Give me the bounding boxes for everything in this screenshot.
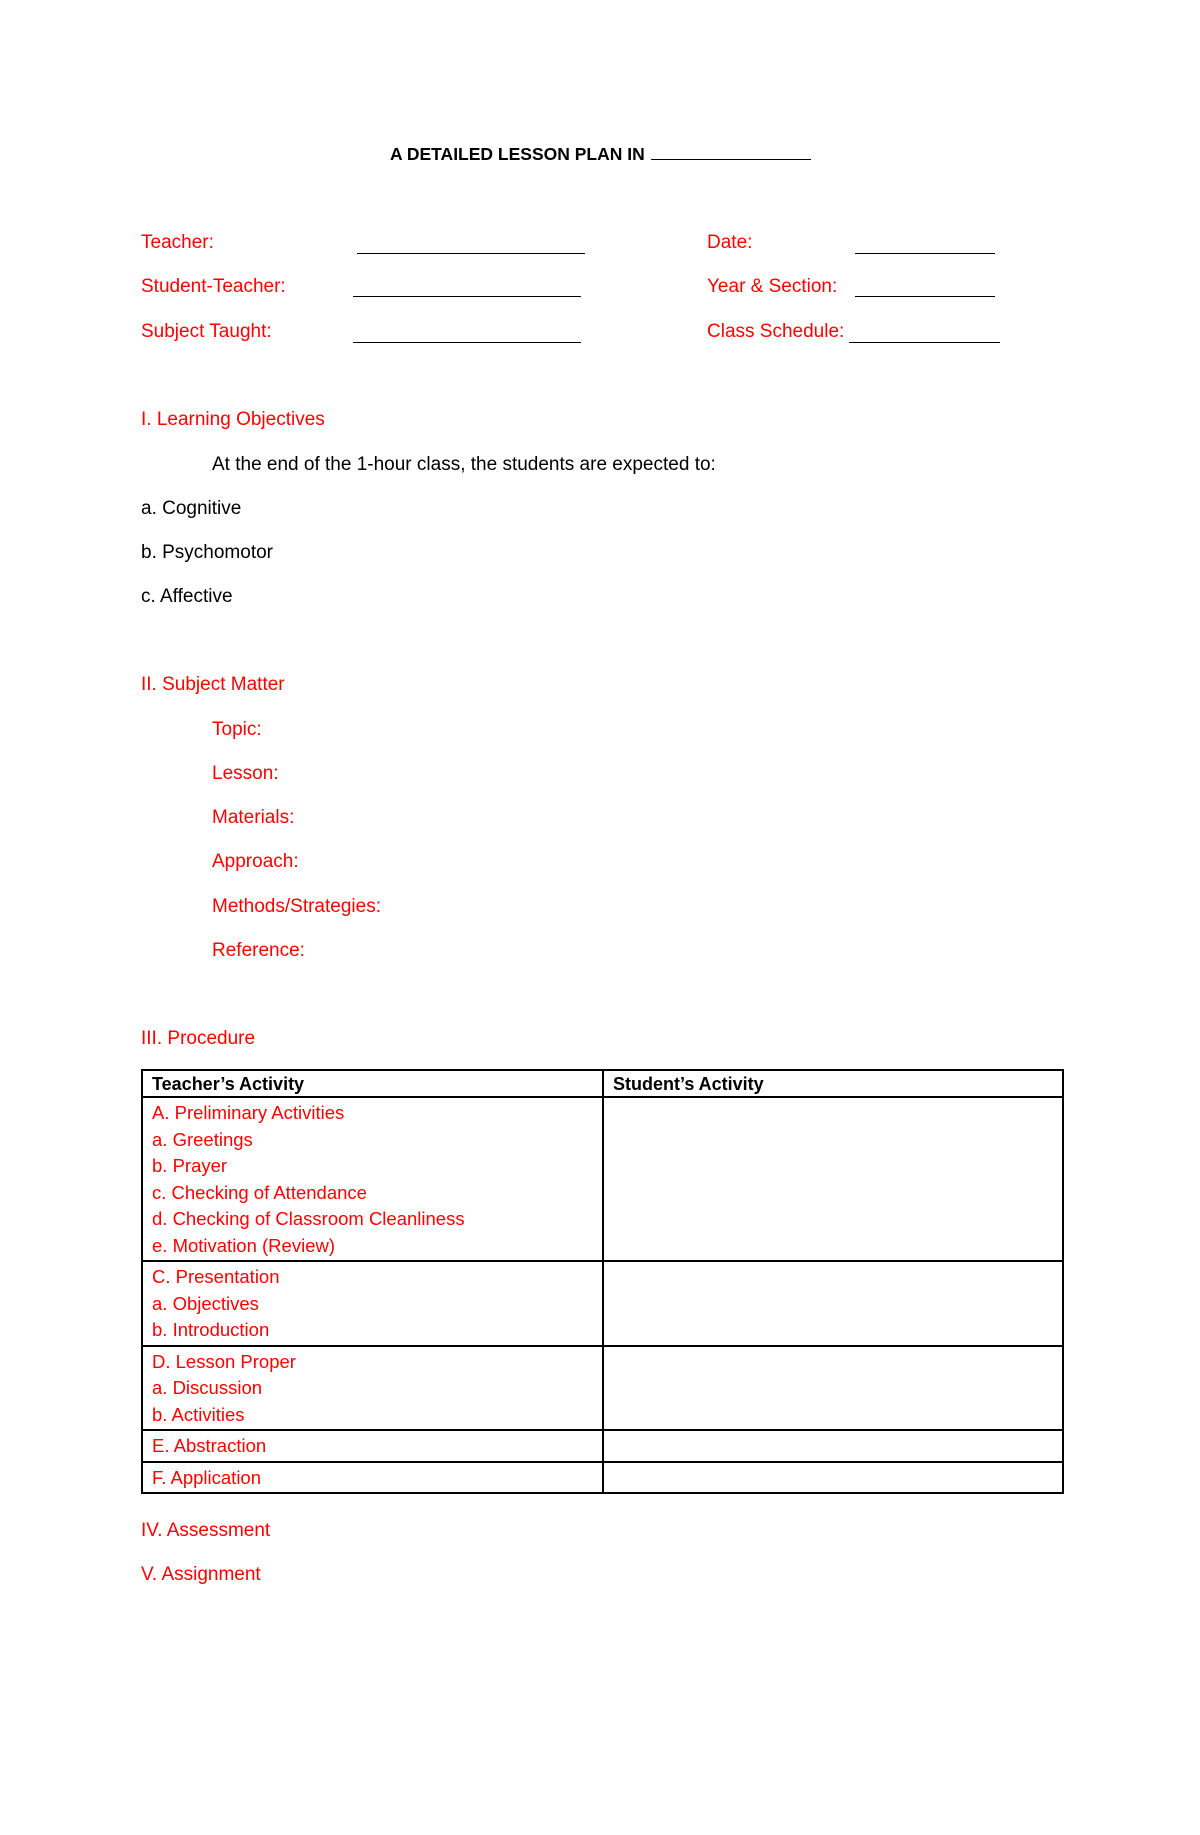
activity-line: c. Checking of Attendance [152,1181,367,1203]
procedure-heading: III. Procedure [141,1028,256,1049]
activity-line: C. Presentation [152,1266,280,1287]
subject-matter-item-methods: Methods/Strategies: [212,896,381,917]
teacher-activity-cell [142,1430,603,1462]
activity-line: b. Introduction [152,1319,270,1340]
page-title [390,144,645,165]
learning-objectives-heading: I. Learning Objectives [141,409,325,430]
activity-line: a. Objectives [152,1292,259,1314]
subject-taught-label: Subject Taught: [141,321,272,342]
activity-line: b. Prayer [152,1155,228,1176]
activity-line: D. Lesson Proper [152,1350,296,1372]
table-row [142,1430,1063,1462]
assessment-heading: IV. Assessment [141,1520,271,1541]
column-header-student: Student’s Activity [603,1070,1063,1097]
table-header-row [142,1070,1063,1097]
subject-matter-item-materials: Materials: [212,807,295,828]
student-teacher-field[interactable] [353,296,581,297]
table-row [142,1097,1063,1261]
teacher-field[interactable] [357,253,585,254]
student-activity-cell[interactable] [603,1462,1063,1494]
student-activity-cell[interactable] [603,1430,1063,1462]
class-schedule-label: Class Schedule: [707,321,845,342]
title-blank-line[interactable] [651,159,811,160]
teacher-activity-cell [142,1097,603,1261]
student-activity-cell[interactable] [603,1346,1063,1431]
objective-item: c. Affective [141,586,233,607]
year-section-label: Year & Section: [707,276,838,297]
subject-taught-field[interactable] [353,342,581,343]
activity-line: A. Preliminary Activities [152,1102,345,1123]
subject-matter-item-topic: Topic: [212,719,262,740]
activity-line: e. Motivation (Review) [152,1234,336,1256]
activity-line: F. Application [152,1466,262,1488]
teacher-label: Teacher: [141,232,214,253]
objective-item: a. Cognitive [141,498,242,519]
teacher-activity-cell [142,1346,603,1431]
subject-matter-heading: II. Subject Matter [141,674,285,695]
table-row [142,1346,1063,1431]
subject-matter-item-reference: Reference: [212,940,305,961]
activity-line: a. Discussion [152,1377,263,1398]
activity-line: E. Abstraction [152,1435,267,1456]
year-section-field[interactable] [855,296,995,297]
column-header-teacher: Teacher’s Activity [142,1070,603,1097]
activity-line: a. Greetings [152,1128,253,1150]
assignment-heading: V. Assignment [141,1564,261,1585]
learning-objectives-intro: At the end of the 1-hour class, the students are expected to: [212,454,716,475]
class-schedule-field[interactable] [849,342,1000,343]
subject-matter-item-lesson: Lesson: [212,763,279,784]
subject-matter-item-approach: Approach: [212,851,299,872]
title-text: A DETAILED LESSON PLAN IN [390,144,645,164]
date-field[interactable] [855,253,995,254]
activity-line: b. Activities [152,1403,245,1425]
student-teacher-label: Student-Teacher: [141,276,286,297]
procedure-table [141,1069,1064,1494]
teacher-activity-cell [142,1462,603,1494]
objective-item: b. Psychomotor [141,542,273,563]
student-activity-cell[interactable] [603,1097,1063,1261]
table-row [142,1462,1063,1494]
student-activity-cell[interactable] [603,1261,1063,1346]
date-label: Date: [707,232,753,253]
activity-line: d. Checking of Classroom Cleanliness [152,1208,465,1229]
table-row [142,1261,1063,1346]
teacher-activity-cell [142,1261,603,1346]
